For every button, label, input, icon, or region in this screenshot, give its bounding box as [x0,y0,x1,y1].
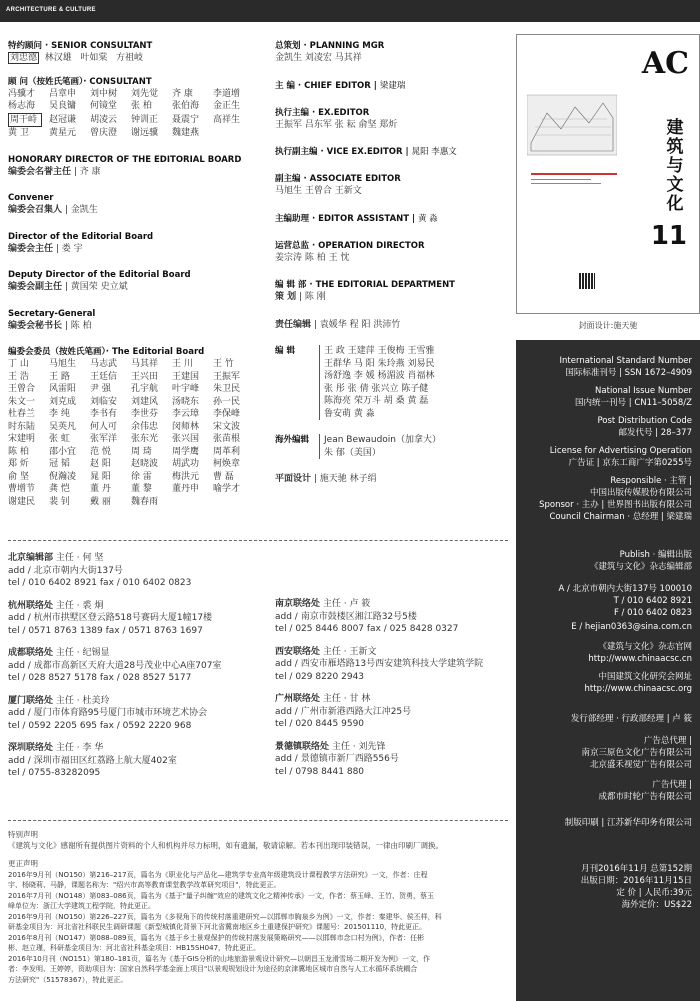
person-name: 金正生 [213,101,241,111]
person-name: 张兴国 [172,434,200,444]
name-row [8,100,263,113]
person-name: 董 黎 [131,484,152,494]
planning-label: 总策划 · PLANNING MGR [275,41,385,51]
editor-assistant: 主编助理 · EDITOR ASSISTANT | 黄 淼 [275,213,438,224]
post-en: Post Distribution Code [597,416,692,426]
office-add: add / 杭州市拱墅区登云路518号赛码大厦1幢17楼 [8,613,213,623]
correction-line: 研基金项目为：河北省社科联民生调研课题《新型城镇化背景下河北省冀南地区乡土重建保护研究》课题号：201501110，特此更正。 [8,923,427,931]
responsible-en: Responsible · 主管 | [610,476,692,486]
person-name: 张军洋 [90,434,118,444]
person-name: 倪瀚凌 [49,471,77,482]
director-en: Director of the Editorial Board [8,231,154,242]
name-row [8,383,263,396]
cn-cn: 国内统一刊号 | CN11–5058/Z [575,398,692,408]
person-name: 刘建风 [131,396,159,407]
person-name: 龚 恺 [49,484,70,494]
printing: 制版印刷 | 江苏新华印务有限公司 [564,818,692,828]
editor-row: 陈海亮 荣万斗 胡 桑 黄 磊 [324,396,429,406]
cover-logo: AC [641,46,689,81]
cover-title: 建筑与文化 [666,118,684,214]
editor-row: 王 政 王建萍 王俊梅 王雪雅 [324,346,435,356]
person-name: 谢建民 [8,496,36,507]
person-name: 王建国 [172,371,200,382]
cover-art [527,43,617,193]
issn-cn: 国际标准刊号 | SSN 1672–4909 [565,368,692,378]
office-add: add / 厦门市体育路95号厦门市城市环境艺术协会 [8,708,208,718]
office-add: add / 成都市高新区天府大道28号茂业中心A座707室 [8,660,222,671]
person-name: 李道增 [213,88,241,99]
correction-line: 2016年10月刊（NO151）第180–181页，篇名为《基于GIS分析的山地旅游景观设计研究—以朝昌玉龙滑雪场二期开发为例》一文，作 [8,954,430,963]
correction-line: 峰单位为：浙江大学建筑工程学院，特此更正。 [8,902,155,910]
site2-url[interactable]: http://www.chinaacsc.org [584,684,692,694]
person-name: 张 虹 [49,434,70,444]
council-chairman: Council Chairman · 总经理 | 梁建瑞 [549,512,692,522]
person-name: 丁 山 [8,359,29,369]
person-name: 赵 阳 [90,459,111,469]
overseas-label: 海外编辑 [275,435,310,445]
office-header: 厦门联络处 主任 · 杜美玲 [8,695,110,706]
special-notice-title: 特别声明 [8,830,38,839]
graphic-design: 平面设计 | 施天驰 林子绢 [275,474,377,484]
person-name: 周 琦 [131,446,152,457]
person-name: 曹 磊 [213,471,234,482]
name-row [8,496,263,509]
overseas-block [275,434,510,459]
person-name: 曹增节 [8,484,36,494]
office-tel: tel / 010 6402 8921 fax / 010 6402 0823 [8,578,192,588]
person-name: 王廷信 [90,371,118,382]
person-name: 晁 阳 [90,471,111,482]
person-name: 范 悦 [90,446,111,457]
editors-names [319,345,510,420]
senior-consultant-label: 特约顾问 · SENIOR CONSULTANT [8,41,153,51]
person-name: 李云璋 [172,409,200,419]
office-tel: tel / 020 8445 9590 [275,719,365,729]
middle-column [275,40,510,486]
person-name: 董 丹 [90,484,111,494]
person-name: 周学鹰 [172,446,200,457]
editor-row: 张 彤 张 倩 张兴立 陈子健 [324,383,429,394]
person-name: 聂震宁 [172,114,200,125]
ad-general-label: 广告总代理 | [643,736,692,746]
consultant-label: 顾 问（按姓氏笔画）· CONSULTANT [8,76,152,87]
person-name: 王 浩 [8,371,29,382]
issue-date: 月刊2016年11月 总第152期 [581,864,692,874]
person-name: 郑 炘 [8,459,29,469]
person-name: 赵冠谦 [49,114,77,125]
person-name: 张伯海 [172,101,200,111]
person-name: 马旭生 [49,359,77,369]
office-tel: tel / 0798 8441 880 [275,766,365,777]
person-name: 宋建明 [8,434,36,444]
office-block [275,693,510,731]
office-block [8,695,263,733]
person-name: 谢远骥 [131,128,159,138]
person-name: 戴 丽 [90,496,111,507]
person-name: 冠 韬 [49,459,70,469]
person-name: 董丹申 [172,484,200,494]
publish-dept: 《建筑与文化》杂志编辑部 [589,562,692,572]
office-header: 景德镇联络处 主任 · 刘先锋 [275,741,386,752]
offices-right [275,598,510,788]
office-header: 成都联络处 主任 · 纪锡显 [8,648,110,658]
name-row [8,358,263,371]
person-name: 高祥生 [213,114,241,125]
person-name: 尹 强 [90,384,111,394]
person-name: 胡武功 [172,459,200,469]
office-block [275,598,510,636]
secretary-general-en: Secretary-General [8,308,96,319]
person-name: 赵晓波 [131,459,159,469]
license-cn: 广告证 | 京东工商广字第0255号 [568,458,692,468]
person-name: 刘中树 [90,88,118,99]
person-name: 裴 钊 [49,496,70,507]
office-add: add / 南京市鼓楼区湘江路32号5楼 [275,611,417,622]
office-tel: tel / 0571 8763 1389 fax / 0571 8763 1697 [8,625,203,636]
person-name: 李保峰 [213,409,241,419]
person-name: 李 纯 [49,409,70,419]
ad-agent-label: 广告代理 | [652,780,692,790]
fax: F / 010 6402 0823 [613,608,692,618]
editors-label: 编 辑 [275,346,295,356]
publish-date: 出版日期：2016年11月15日 [580,876,692,886]
distribution-manager: 发行部经理 · 行政部经理 | 卢 筱 [570,714,692,724]
person-name: 张 柏 [131,101,152,111]
convener: 编委会召集人 | 金凯生 [8,205,98,215]
site1-label: 《建筑与文化》杂志官网 [598,642,692,652]
person-name: 何镜堂 [90,101,118,111]
person-name: 王兴田 [131,371,159,382]
correction-line: 2016年9月刊（NO150）第226–227页，篇名为《多视角下的传统村落重建研究—以邯郸市胸泉乡为例》一文，作者：秦建华、侯丕样，科 [8,912,442,921]
office-tel: tel / 0592 2205 695 fax / 0592 2220 968 [8,720,192,731]
correction-title: 更正声明 [8,859,38,868]
person-name: 时东陆 [8,421,36,432]
person-name: 冯骥才 [8,88,36,99]
deputy-director: 编委会副主任 | 黄国荣 史立斌 [8,282,128,292]
person-name: 喻学才 [213,484,241,494]
telephone: T / 010 6402 8921 [613,596,692,606]
secretary-general: 编委会秘书长 | 陈 柏 [8,320,92,331]
convener-en: Convener [8,193,54,203]
special-notice-text: 《建筑与文化》感谢所有提供图片资料的个人和机构并尽力标明，如有遗漏，敬请谅解。若本刊出现印装错误，一律由印刷厂调换。 [8,840,443,850]
person-name: 齐 康 [172,88,193,99]
person-name: 吕章申 [49,88,77,99]
responsible-cn: 中国出版传媒股份有限公司 [589,488,692,498]
site2-label: 中国建筑文化研究会网址 [598,672,692,682]
office-add: add / 广州市新港西路大江冲25号 [275,706,412,717]
person-name: 周革利 [213,446,241,457]
email-link[interactable]: E / hejian0363@sina.com.cn [571,622,692,632]
honorary-director-en: HONORARY DIRECTOR OF THE EDITORIAL BOARD [8,154,242,165]
person-name: 刘先觉 [131,88,159,99]
person-name: 钟训正 [131,114,159,125]
editor-row: 鲁安萌 黄 淼 [324,408,375,419]
license-en: License for Advertising Operation [549,446,692,456]
name-row [8,421,263,434]
ops-director-names: 姜宗涛 陈 柏 王 忱 [275,252,350,263]
name-row [8,88,263,101]
office-block [8,552,263,590]
office-tel: tel / 028 8527 5178 fax / 028 8527 5177 [8,673,192,683]
ad-general-1: 南京三原色文化广告有限公司 [581,748,692,758]
person-name: 李世芬 [131,409,159,419]
office-tel: tel / 0755-83282095 [8,768,101,778]
person-name: 马其祥 [131,359,159,369]
person-name: 陈 柏 [8,446,29,457]
ad-agent: 成都市时轮广告有限公司 [598,792,692,802]
editor-row: 王群华 马 阳 朱玲燕 刘易民 [324,358,435,369]
person-name: 何人可 [90,421,118,432]
person-name: 王振军 [213,371,241,382]
correction-line: 者：李发明、王婷婷，资助项目为：国家自然科学基金面上项目"以景观规划设计为途径的京津冀地区城市自然与人工水循环系统耦合 [8,965,418,973]
person-name: 孔宇航 [131,384,159,394]
name-row [8,433,263,446]
correction-line: 2016年7月刊（NO148）第083–086页，篇名为《基于"量子纠缠"效应的建筑文化之精神传承》一文，作者：蔡玉峰、王竹、贺勇，蔡玉 [8,891,435,900]
divider-bottom [8,820,508,821]
honorary-director: 编委会名誉主任 | 齐 康 [8,166,101,177]
person-name: 王 路 [49,371,70,382]
person-name: 刘克成 [49,396,77,407]
office-header: 北京编辑部 主任 · 何 坚 [8,553,104,563]
office-tel: tel / 029 8220 2943 [275,671,365,682]
cover-image [516,34,700,314]
left-column [8,40,263,508]
office-block [275,741,510,779]
correction-line: 2016年8月刊（NO147）第088–089页，篇名为《基于乡土景观保护的传统村落发展策略研究——以邯郸市念口村为例》，作者：任彬 [8,933,425,942]
person-name: 王曾合 [8,384,36,394]
name-row [8,458,263,471]
correction-line: 彬、赵立瑾，科研基金项目为：河北省社科基金项目：HB15SH047，特此更正。 [8,944,261,952]
person-name: 余伟忠 [131,421,159,432]
person-name: 朱卫民 [213,384,241,394]
office-add: add / 北京市朝内大街137号 [8,565,123,576]
office-header: 杭州联络处 主任 · 裘 炯 [8,600,104,611]
name-row [8,446,263,459]
person-name: 邵小宜 [49,446,77,457]
person-name: 魏春雨 [131,496,159,507]
person-name: 王 竹 [213,359,234,369]
name-row [8,471,263,484]
editor-row: 汤舒逸 李 媛 杨湄波 肖福林 [324,371,435,381]
cover-issue-number: 11 [650,221,687,251]
planning-names: 金凯生 刘凌宏 马其祥 [275,53,362,63]
publish: Publish · 编辑出版 [619,550,692,560]
office-header: 深圳联络处 主任 · 李 华 [8,743,104,753]
senior-consultant-names: 刘忠德 林汉雄 叶如棠 方祖岐 [10,53,143,63]
name-row [8,371,263,384]
editorial-dept-label: 编 辑 部 · THE EDITORIAL DEPARTMENT [275,280,455,290]
person-name: 柯焕章 [213,459,241,469]
sponsor: Sponsor · 主办 | 世界图书出版有限公司 [539,500,692,510]
assoc-editor-names: 马旭生 王曾合 王新文 [275,186,362,196]
office-block [8,647,263,685]
correction-lines [8,870,508,986]
person-name: 孙一民 [213,396,241,407]
office-block [8,742,263,780]
person-name: 朱文一 [8,396,36,407]
ops-director-label: 运营总监 · OPERATION DIRECTOR [275,240,425,251]
consultant-grid [8,88,263,140]
editorial-dept: 策 划 | 陈 刚 [275,292,326,302]
chief-editor: 主 编 · CHIEF EDITOR | 梁建瑞 [275,80,406,91]
office-add: add / 深圳市福田区红荔路上航大厦402室 [8,755,177,766]
ad-general-2: 北京盛禾视觉广告有限公司 [589,760,692,770]
person-name: 宋文波 [213,421,241,432]
person-name: 张东光 [131,434,159,444]
person-name: 黄 卫 [8,128,29,138]
assoc-editor-label: 副主编 · ASSOCIATE EDITOR [275,174,401,184]
offices-left [8,552,263,790]
site1-url[interactable]: http://www.chinaacsc.cn [588,654,692,664]
cn-en: National Issue Number [595,386,692,396]
person-name: 梅洪元 [172,471,200,482]
office-add: add / 景德镇市新厂西路556号 [275,754,399,764]
office-tel: tel / 025 8446 8007 fax / 025 8428 0327 [275,624,459,634]
office-header: 西安联络处 主任 · 王新文 [275,646,377,657]
person-name: 吴英凡 [49,421,77,432]
issn-en: International Standard Number [559,356,692,366]
overseas-price: 海外定价：US$22 [621,900,692,910]
info-panel [516,340,700,1001]
person-name: 魏建燕 [172,128,200,138]
post-cn: 邮发代号 | 28–377 [618,428,692,438]
price: 定 价 | 人民币:39元 [616,888,692,898]
deputy-director-en: Deputy Director of the Editorial Board [8,270,191,280]
person-name: 王 川 [172,359,193,369]
overseas-names: Jean Bewaudoin（加拿大） 朱 郁（美国） [319,434,510,459]
cover-sketch-icon [527,43,617,193]
name-row [8,408,263,421]
office-block [275,646,510,684]
responsible-editors: 责任编辑 | 袁媛华 程 阳 洪沛竹 [275,319,401,330]
correction-line: 宇、杨晓莉、马静，课题名称为："绍兴市高等教育课堂教学改革研究项目"，特此更正。 [8,881,281,889]
qr-code-icon [579,273,595,289]
person-name: 黄星元 [49,128,77,138]
address: A / 北京市朝内大街137号 100010 [558,584,692,594]
correction-line: 2016年9月刊（NO150）第216–217页，篇名为《职业化与产品化—建筑学专业高年级建筑设计课程教学方法研究》一文，作者：庄程 [8,870,428,879]
vice-editor: 执行副主编 · VICE EX.EDITOR | 晁阳 李惠文 [275,147,457,157]
editorial-board-grid [8,358,263,508]
name-row [8,396,263,409]
office-header: 南京联络处 主任 · 卢 筱 [275,599,371,609]
editors-block [275,345,510,420]
cover-caption: 封面设计:施天驰 [578,321,638,330]
section-title: ARCHITECTURE & CULTURE [6,7,96,13]
person-name: 徐 雷 [131,471,152,482]
exec-editor-label: 执行主编 · EX.EDITOR [275,107,370,118]
person-name: 刘临安 [90,396,118,407]
person-name: 闵师林 [172,421,200,432]
person-name: 汤晓东 [172,396,200,407]
office-block [8,600,263,638]
person-name: 马志武 [90,359,118,369]
exec-editor-names: 王振军 吕东军 张 耘 俞坚 郑炘 [275,119,398,130]
correction-line: 方法研究"（51578367），特此更正。 [8,975,128,984]
person-name: 风雷阳 [49,384,77,394]
person-name: 李书有 [90,409,118,419]
office-header: 广州联络处 主任 · 甘 林 [275,694,371,704]
person-name: 叶宇峰 [172,384,200,394]
editorial-board-label: 编委会委员（按姓氏笔画）· The Editorial Board [8,347,205,357]
notes-block [8,830,508,985]
name-row [8,113,263,128]
person-name: 张苗根 [213,434,241,444]
person-name: 曾庆澄 [90,128,118,138]
office-add: add / 西安市雁塔路13号西安建筑科技大学建筑学院 [275,659,484,669]
person-name: 胡凌云 [90,114,118,125]
person-name: 杜春兰 [8,409,36,419]
person-name: 俞 坚 [8,471,29,482]
person-name: 杨志海 [8,101,36,111]
person-name: 周干峙 [8,113,42,128]
director: 编委会主任 | 娄 宇 [8,243,83,254]
top-bar [0,0,700,22]
name-row [8,127,263,140]
divider-top [8,540,508,541]
name-row [8,483,263,496]
person-name: 吴良镛 [49,101,77,111]
